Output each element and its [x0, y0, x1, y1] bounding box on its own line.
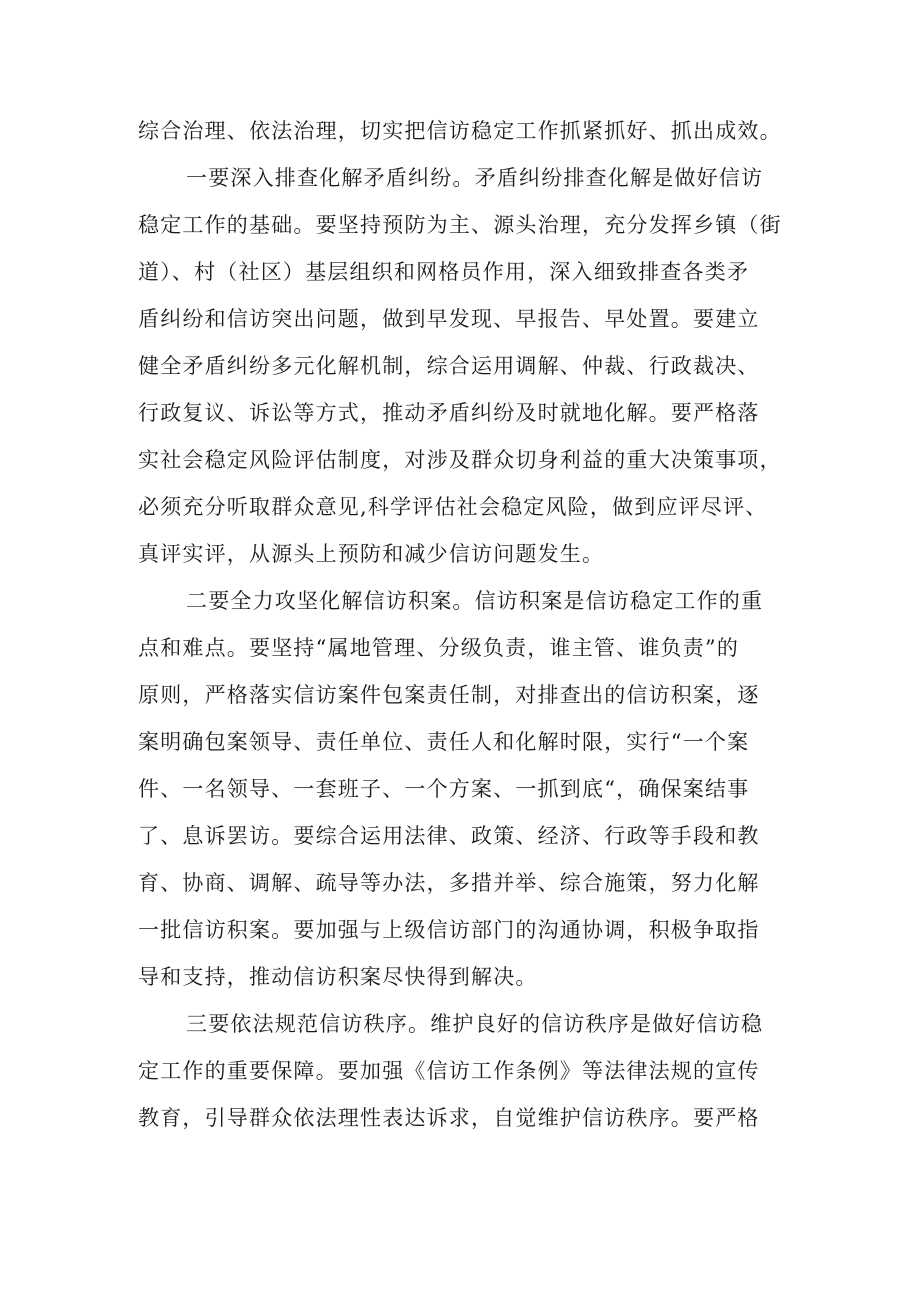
text-line: 行政复议、诉讼等方式，推动矛盾纠纷及时就地化解。要严格落	[138, 401, 760, 425]
text-line: 件、一名领导、一套班子、一个方案、一抓到底“，确保案结事	[138, 777, 750, 801]
text-line: 盾纠纷和信访突出问题，做到早发现、早报告、早处置。要建立	[138, 307, 760, 331]
text-line: 案明确包案领导、责任单位、责任人和化解时限，实行“一个案	[138, 730, 750, 754]
text-line: 必须充分听取群众意见,科学评估社会稳定风险，做到应评尽评、	[138, 495, 768, 519]
text-line: 健全矛盾纠纷多元化解机制，综合运用调解、仲裁、行政裁决、	[138, 354, 760, 378]
text-line: 导和支持，推动信访积案尽快得到解决。	[138, 965, 538, 989]
text-line: 了、息诉罢访。要综合运用法律、政策、经济、行政等手段和教	[138, 824, 760, 848]
text-line: 一要深入排查化解矛盾纠纷。矛盾纠纷排查化解是做好信访	[186, 166, 764, 190]
text-line: 原则，严格落实信访案件包案责任制，对排查出的信访积案，逐	[138, 683, 760, 707]
text-line: 稳定工作的基础。要坚持预防为主、源头治理，充分发挥乡镇（街	[138, 213, 782, 237]
text-line: 定工作的重要保障。要加强《信访工作条例》等法律法规的宣传	[138, 1059, 760, 1083]
text-line: 三要依法规范信访秩序。维护良好的信访秩序是做好信访稳	[186, 1012, 764, 1036]
text-line: 真评实评，从源头上预防和减少信访问题发生。	[138, 542, 605, 566]
text-line: 点和难点。要坚持“属地管理、分级负责，谁主管、谁负责”的	[138, 636, 740, 660]
text-line: 育、协商、调解、疏导等办法，多措并举、综合施策，努力化解	[138, 871, 760, 895]
document-body	[138, 108, 788, 1142]
text-line: 道）、村（社区）基层组织和网格员作用，深入细致排查各类矛	[138, 260, 750, 284]
text-line: 综合治理、依法治理，切实把信访稳定工作抓紧抓好、抓出成效。	[138, 119, 782, 143]
text-line: 实社会稳定风险评估制度，对涉及群众切身利益的重大决策事项，	[138, 448, 782, 472]
text-line: 二要全力攻坚化解信访积案。信访积案是信访稳定工作的重	[186, 589, 764, 613]
text-line: 一批信访积案。要加强与上级信访部门的沟通协调，积极争取指	[138, 918, 760, 942]
text-line: 教育，引导群众依法理性表达诉求，自觉维护信访秩序。要严格	[138, 1106, 760, 1130]
